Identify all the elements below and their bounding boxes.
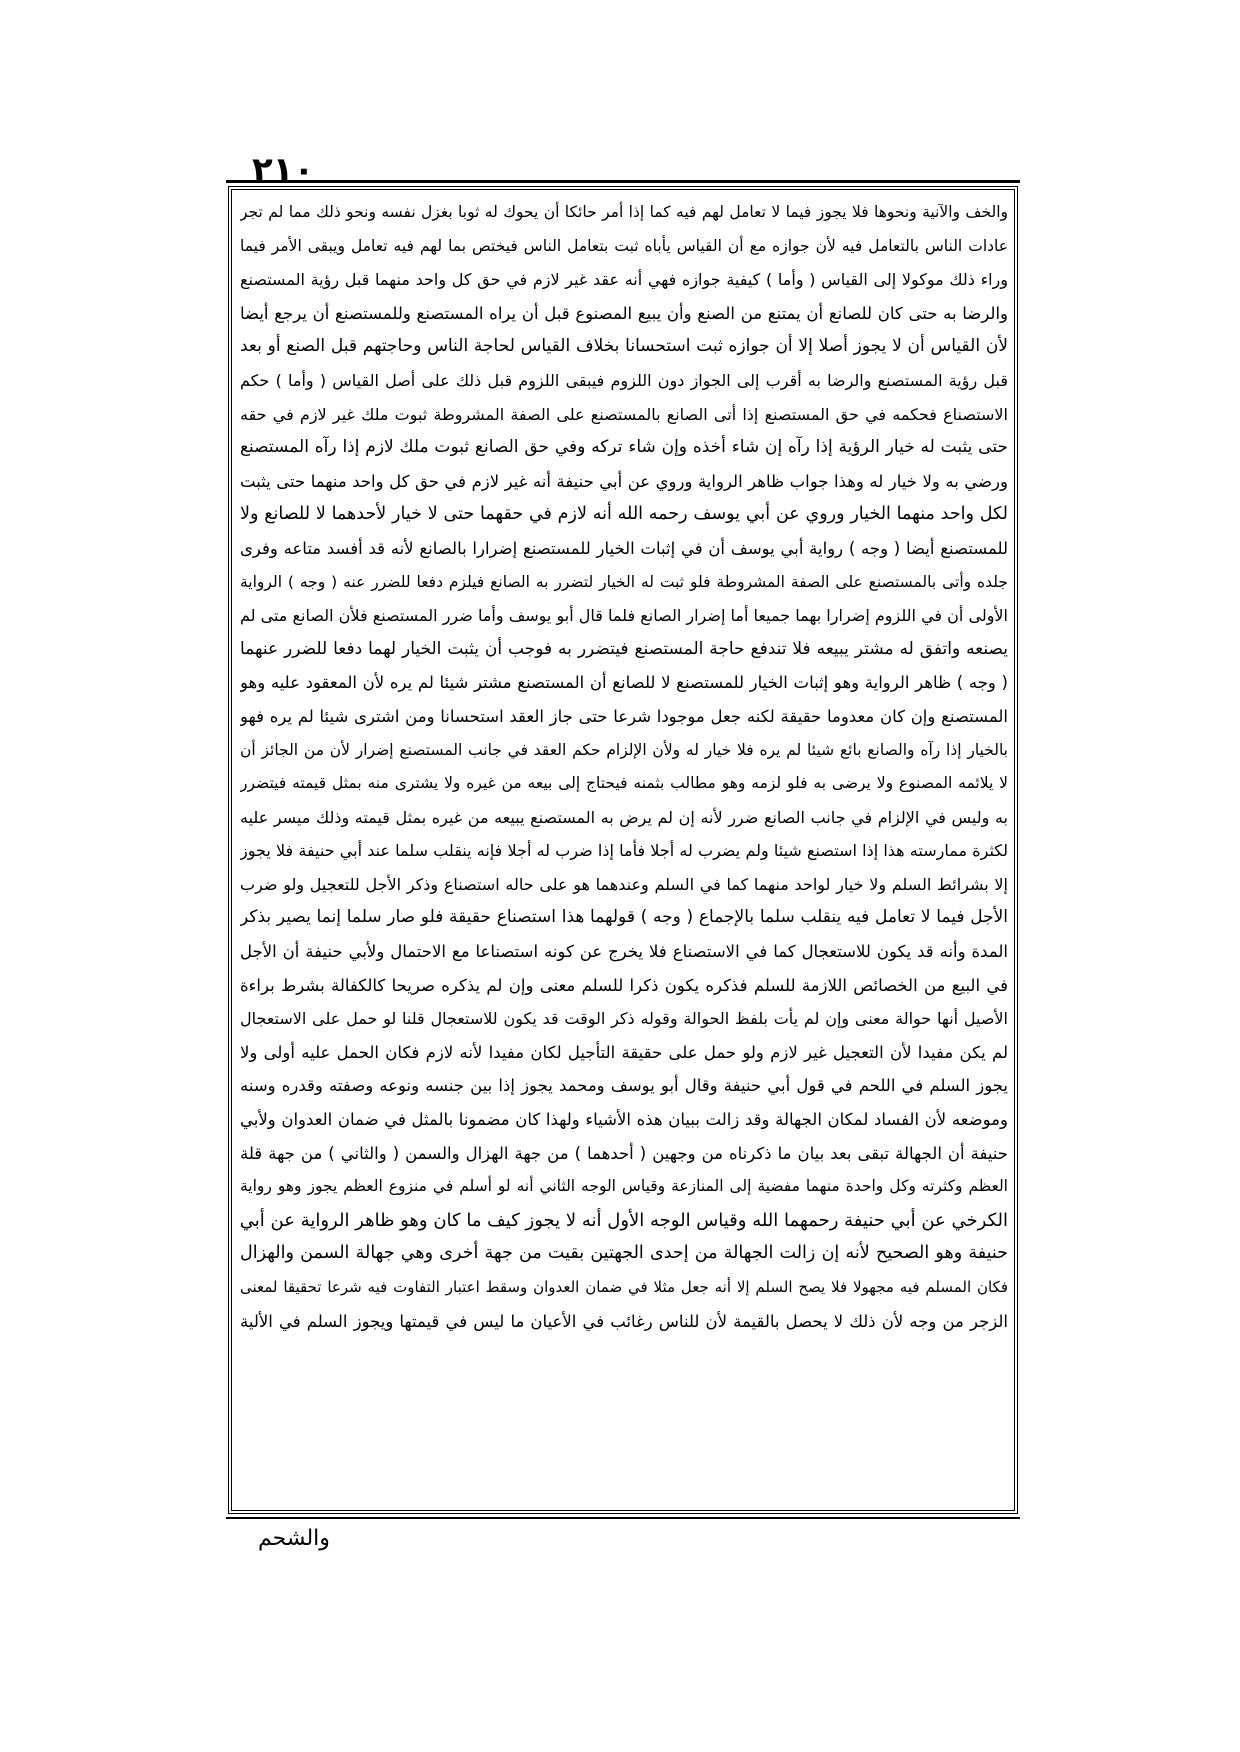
text-line: والرضا به حتى كان للصانع أن يمتنع من الصنع وأن يبيع المصنوع قبل أن يراه المستصنع وللمستصنع أن يرجع أيضا	[240, 303, 1008, 323]
body-text	[240, 196, 1008, 1508]
text-line: عادات الناس بالتعامل فيه لأن جوازه مع أن القياس يأباه ثبت بتعامل الناس فيختص بما لهم فيه تعامل ويبقى الأمر فيما	[240, 236, 1008, 255]
text-line: فكان المسلم فيه مجهولا فلا يصح السلم إلا أنه جعل مثلا في ضمان العدوان وسقط اعتبار التفاوت فيه شرعا تحقيقا لمعنى	[240, 1278, 1008, 1296]
text-line: حنيفة وهو الصحيح لأنه إن زالت الجهالة من إحدى الجهتين بقيت من جهة أخرى وهي جهالة السمن والهزال	[240, 1243, 1008, 1264]
text-line: والخف والآنية ونحوها فلا يجوز فيما لا تعامل لهم فيه كما إذا أمر حائكا أن يحوك له ثوبا بغزل نفسه ونحو ذلك مما لم تجر	[240, 203, 1008, 221]
text-line: قبل رؤية المستصنع والرضا به أقرب إلى الجواز دون اللزوم فيبقى اللزوم قبل ذلك على أصل القياس ( وأما ) حكم	[240, 370, 1008, 390]
page-number: ٢١٠	[252, 150, 315, 190]
text-line: إلا بشرائط السلم ولا خيار لواحد منهما كما في السلم وعندهما هو على حاله استصناع وذكر الأجل للتعجيل ولو ضرب	[240, 874, 1008, 894]
text-line: الأولى أن في اللزوم إضرارا بهما جميعا أما إضرار الصانع فلما قال أبو يوسف وأما ضرر المستصنع فلأن الصانع متى لم	[240, 606, 1008, 626]
text-line: لم يكن مفيدا لأن التعجيل غير لازم ولو حمل على حقيقة التأجيل لكان مفيدا لأنه لازم فكان الحمل عليه أولى ولا	[240, 1042, 1008, 1062]
text-line: لا يلائمه المصنوع ولا يرضى به فلو لزمه وهو مطالب بثمنه فيحتاج إلى بيعه من غيره ولا يشترى منه بمثل قيمته فيتضرر	[240, 774, 1008, 793]
frame-bottom-rule	[226, 1517, 1020, 1519]
text-line: في البيع من الخصائص اللازمة للسلم فذكره يكون ذكرا للسلم معنى وإن لم يذكره صريحا كالكفالة بشرط براءة	[240, 975, 1008, 995]
text-line: بالخيار إذا رآه والصانع بائع شيئا لم يره فلا خيار له ولأن الإلزام حكم العقد في جانب المستصنع إضرار لأن من الجائز أن	[240, 740, 1008, 759]
frame-top-rule	[226, 180, 1020, 183]
text-line: الأجل فيما لا تعامل فيه ينقلب سلما بالإجماع ( وجه ) قولهما هذا استصناع حقيقة فلو صار سلما إنما يصير بذكر	[240, 907, 1008, 928]
text-line: للمستصنع أيضا ( وجه ) رواية أبي يوسف أن في إثبات الخيار للمستصنع إضرارا بالصانع لأنه قد أفسد متاعه وفرى	[240, 538, 1008, 558]
text-line: ( وجه ) ظاهر الرواية وهو إثبات الخيار للمستصنع لا للصانع أن المستصنع مشتر شيئا لم يره لأن المعقود عليه وهو	[240, 673, 1008, 693]
text-line: لأن القياس أن لا يجوز أصلا إلا أن جوازه ثبت استحسانا بخلاف القياس لحاجة الناس وحاجتهم قبل الصنع أو بعد	[240, 336, 1008, 357]
text-line: يجوز السلم في اللحم في قول أبي حنيفة وقال أبو يوسف ومحمد يجوز إذا بين جنسه ونوعه وصفته وقدره وسنه	[240, 1076, 1008, 1096]
text-line: حنيفة أن الجهالة تبقى بعد بيان ما ذكرناه من وجهين ( أحدهما ) من جهة الهزال والسمن ( والثاني ) من جهة قلة	[240, 1143, 1008, 1163]
text-line: العظم وكثرته وكل واحدة منهما مفضية إلى المنازعة وقياس الوجه الثاني أنه لو أسلم في منزوع العظم يجوز وهو رواية	[240, 1177, 1008, 1196]
catchword: والشحم	[258, 1526, 330, 1551]
text-line: لكل واحد منهما الخيار وروي عن أبي يوسف رحمه الله أنه لازم في حقهما حتى لا خيار لأحدهما لا للصانع ولا	[240, 504, 1008, 525]
text-line: حتى يثبت له خيار الرؤية إذا رآه إن شاء أخذه وإن شاء تركه وفي حق الصانع ثبوت ملك لازم إذا رآه المستصنع	[240, 437, 1008, 458]
text-line: به وليس في الإلزام في جانب الصانع ضرر لأنه إن لم يرض به المستصنع يبيعه من غيره بمثل قيمته وذلك ميسر عليه	[240, 807, 1008, 827]
text-line: ورضي به ولا خيار له وهذا جواب ظاهر الرواية وروي عن أبي حنيفة أنه غير لازم في حق كل واحد منهما حتى يثبت	[240, 471, 1008, 491]
text-line: الكرخي عن أبي حنيفة رحمهما الله وقياس الوجه الأول أنه لا يجوز كيف ما كان وهو ظاهر الرواية عن أبي	[240, 1209, 1008, 1231]
text-line: وراء ذلك موكولا إلى القياس ( وأما ) كيفية جوازه فهي أنه عقد غير لازم في حق كل واحد منهما قبل رؤية المستصنع	[240, 270, 1008, 290]
text-line: الأصيل أنها حوالة معنى وإن لم يأت بلفظ الحوالة وقوله ذكر الوقت قد يكون للاستعجال قلنا لو حمل على الاستعجال	[240, 1009, 1008, 1029]
text-line: لكثرة ممارسته هذا إذا استصنع شيئا ولم يضرب له أجلا فأما إذا ضرب له أجلا فإنه ينقلب سلما عند أبي حنيفة فلا يجوز	[240, 841, 1008, 861]
text-line: الزجر من وجه لأن ذلك لا يحصل بالقيمة لأن للناس رغائب في الأعيان ما ليس في قيمتها ويجوز السلم في الألية	[240, 1311, 1008, 1331]
text-line: المدة وأنه قد يكون للاستعجال كما في الاستصناع فلا يخرج عن كونه استصناعا مع الاحتمال ولأبي حنيفة أن الأجل	[240, 942, 1008, 962]
text-line: يصنعه واتفق له مشتر يبيعه فلا تندفع حاجة المستصنع فيتضرر به فوجب أن يثبت الخيار لهما دفعا للضرر عنهما	[240, 638, 1008, 659]
text-line: المستصنع وإن كان معدوما حقيقة لكنه جعل موجودا شرعا حتى جاز العقد استحسانا ومن اشترى شيئا لم يره فهو	[240, 706, 1008, 726]
text-line: وموضعه لأن الفساد لمكان الجهالة وقد زالت ببيان هذه الأشياء ولهذا كان مضمونا بالمثل في ضمان العدوان ولأبي	[240, 1110, 1008, 1130]
text-line: جلده وأتى بالمستصنع على الصفة المشروطة فلو ثبت له الخيار لتضرر به الصانع فيلزم دفعا للضرر عنه ( وجه ) الرواية	[240, 572, 1008, 591]
text-line: الاستصناع فحكمه في حق المستصنع إذا أتى الصانع بالمستصنع على الصفة المشروطة ثبوت ملك غير لازم في حقه	[240, 404, 1008, 424]
